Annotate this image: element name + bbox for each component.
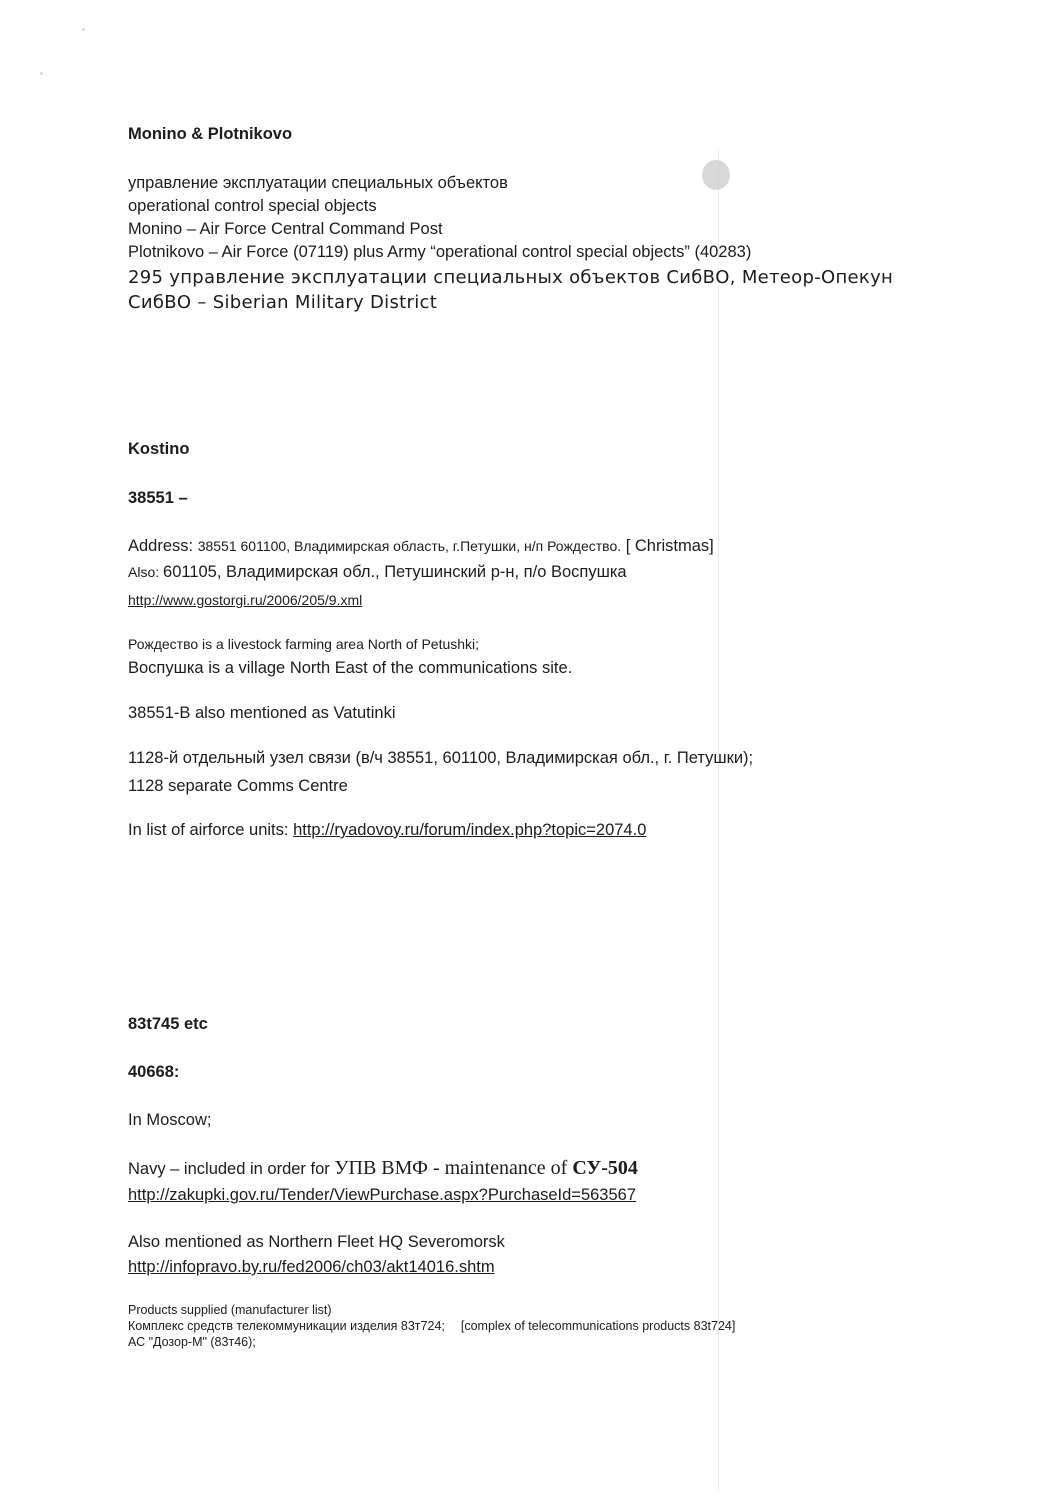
note-rozhdestvo: Рождество is a livestock farming area North of Petushki; [128,636,480,652]
comms-russian: 1128-й отдельный узел связи (в/ч 38551, 601100, Владимирская обл., г. Петушки); [128,749,754,767]
northern-fleet-note: Also mentioned as Northern Fleet HQ Severomorsk [128,1233,505,1251]
heading-kostino: Kostino [128,440,190,458]
text-line: Plotnikovo – Air Force (07119) plus Army “operational control special objects” (40283) [128,243,752,261]
products-label: Products supplied (manufacturer list) [128,1303,332,1317]
text-line: operational control special objects [128,197,377,215]
subheading-38551: 38551 – [128,489,188,507]
comms-english: 1128 separate Comms Centre [128,777,348,795]
text-line-large: СибВО – Siberian Military District [128,292,438,313]
gostorgi-link[interactable]: http://www.gostorgi.ru/2006/205/9.xml [128,592,363,608]
products-line-2: АС "Дозор-М" (83т46); [128,1335,256,1349]
airforce-label: In list of airforce units: [128,821,294,839]
heading-83t745: 83t745 etc [128,1015,208,1033]
infopravo-link[interactable]: http://infopravo.by.ru/fed2006/ch03/akt14016.shtm [128,1258,495,1276]
moscow-note: In Moscow; [128,1111,212,1129]
scan-smudge [702,160,730,190]
heading-monino: Monino & Plotnikovo [128,125,293,143]
text-line-large: 295 управление эксплуатации специальных объектов СибВО, Метеор-Опекун [128,267,894,288]
navy-line [128,1158,638,1179]
text-line: управление эксплуатации специальных объектов [128,174,508,192]
vatutinki-note: 38551-B also mentioned as Vatutinki [128,704,396,722]
address-label: Address: [128,537,198,555]
text-line: Monino – Air Force Central Command Post [128,220,443,238]
navy-bold: СУ-504 [572,1157,638,1179]
address-line [128,536,714,556]
navy-prefix: Navy – included in order for [128,1160,335,1178]
address-value: 38551 601100, Владимирская область, г.Петушки, н/п Рождество. [197,538,622,554]
scan-speck [82,28,85,31]
note-vospushka: Воспушка is a village North East of the communications site. [128,659,573,677]
navy-serif: УПВ ВМФ [334,1157,428,1179]
products-item-1: Комплекс средств телекоммуникации изделия 83т724; [128,1319,445,1333]
scan-speck [40,72,43,75]
products-item-1-note: [complex of telecommunications products 83t724] [460,1319,736,1333]
zakupki-link[interactable]: http://zakupki.gov.ru/Tender/ViewPurchase.aspx?PurchaseId=563567 [128,1186,637,1204]
navy-mid: - maintenance of [427,1157,573,1179]
also-value: 601105, Владимирская обл., Петушинский р-н, п/о Воспушка [163,563,627,581]
airforce-line [128,820,646,840]
subheading-40668: 40668: [128,1063,180,1081]
address-note: [ Christmas] [621,537,714,555]
scan-fold-line [718,150,719,1490]
products-line-1 [128,1319,735,1334]
ryadovoy-link[interactable]: http://ryadovoy.ru/forum/index.php?topic=2074.0 [293,821,647,839]
also-label: Also: [128,564,164,580]
also-line [128,562,627,582]
